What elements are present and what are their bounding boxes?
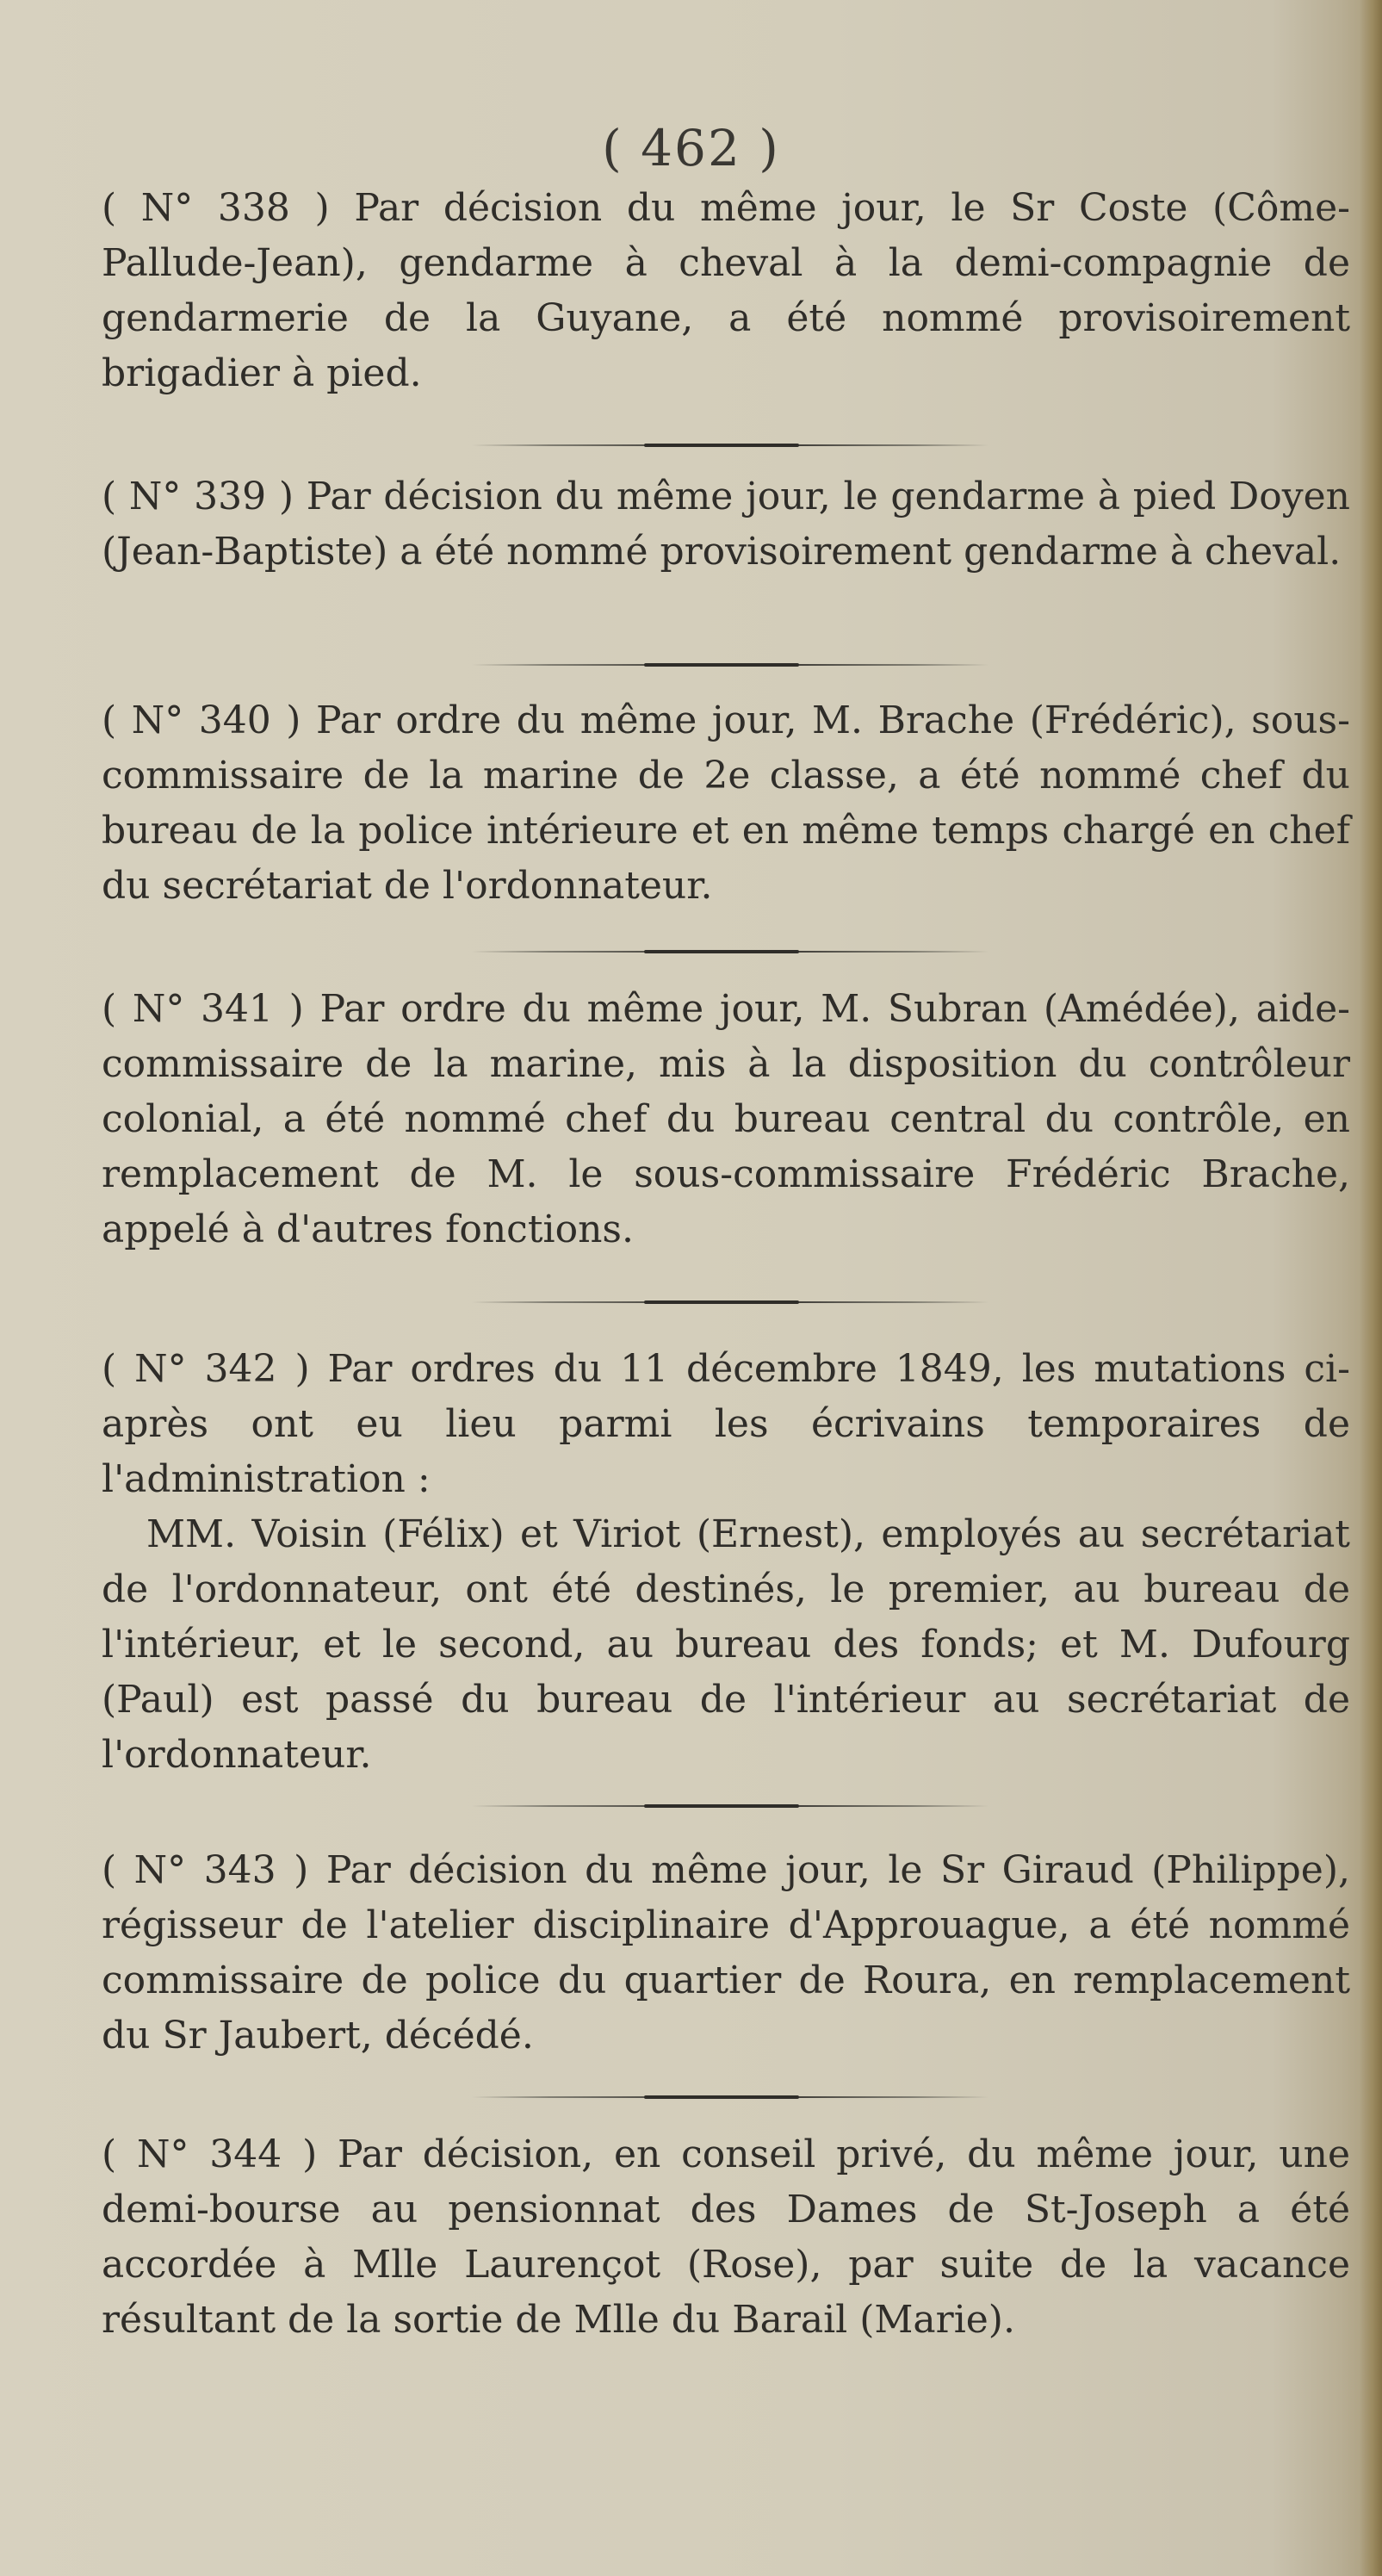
page-number: ( 462 ) bbox=[602, 119, 780, 177]
separator-rule bbox=[472, 950, 988, 953]
entry-342 bbox=[102, 1342, 1350, 1783]
entry-341 bbox=[102, 982, 1350, 1257]
entry-340 bbox=[102, 693, 1350, 914]
entry-343 bbox=[102, 1843, 1350, 2064]
entry-paragraph: ( N° 344 ) Par décision, en conseil privé, du même jour, une demi-bourse au pensionnat des Dames de St-Joseph a été accordée à Mlle Laurençot (Rose), par suite de la vacance résultant de la sortie de Mlle du Barail (Marie). bbox=[102, 2132, 1350, 2342]
entry-339 bbox=[102, 469, 1350, 580]
separator-rule bbox=[472, 2095, 988, 2098]
page-edge-shadow bbox=[1360, 0, 1382, 2576]
entry-338 bbox=[102, 181, 1350, 401]
entry-paragraph: ( N° 343 ) Par décision du même jour, le Sr Giraud (Philippe), régisseur de l'atelier disciplinaire d'Approuague, a été nommé commissaire de police du quartier de Roura, en remplacement du Sr Jaubert, décédé. bbox=[102, 1848, 1350, 2058]
entry-344 bbox=[102, 2127, 1350, 2348]
entry-paragraph: ( N° 338 ) Par décision du même jour, le Sr Coste (Côme-Pallude-Jean), gendarme à cheval à la demi-compagnie de gendarmerie de la Guyane, a été nommé provisoirement brigadier à pied. bbox=[102, 186, 1350, 395]
entry-paragraph: ( N° 340 ) Par ordre du même jour, M. Brache (Frédéric), sous-commissaire de la marine de 2e classe, a été nommé chef du bureau de la police intérieure et en même temps chargé en chef du secrétariat de l'ordonnateur. bbox=[102, 698, 1350, 908]
separator-rule bbox=[472, 444, 988, 446]
entry-paragraph: ( N° 342 ) Par ordres du 11 décembre 1849, les mutations ci-après ont eu lieu parmi les écrivains temporaires de l'administration : bbox=[102, 1347, 1350, 1501]
entry-paragraph: ( N° 339 ) Par décision du même jour, le gendarme à pied Doyen (Jean-Baptiste) a été nommé provisoirement gendarme à cheval. bbox=[102, 475, 1350, 574]
entry-paragraph: ( N° 341 ) Par ordre du même jour, M. Subran (Amédée), aide-commissaire de la marine, mis à la disposition du contrôleur colonial, a été nommé chef du bureau central du contrôle, en remplacement de M. le sous-commissaire Frédéric Brache, appelé à d'autres fonctions. bbox=[102, 987, 1350, 1251]
separator-rule bbox=[472, 1300, 988, 1303]
separator-rule bbox=[472, 1804, 988, 1807]
entry-paragraph: MM. Voisin (Félix) et Viriot (Ernest), employés au secrétariat de l'ordonnateur, ont été destinés, le premier, au bureau de l'intérieur, et le second, au bureau des fonds; et M. Dufourg (Paul) est passé du bureau de l'intérieur au secrétariat de l'ordonnateur. bbox=[102, 1512, 1350, 1777]
separator-rule bbox=[472, 663, 988, 666]
